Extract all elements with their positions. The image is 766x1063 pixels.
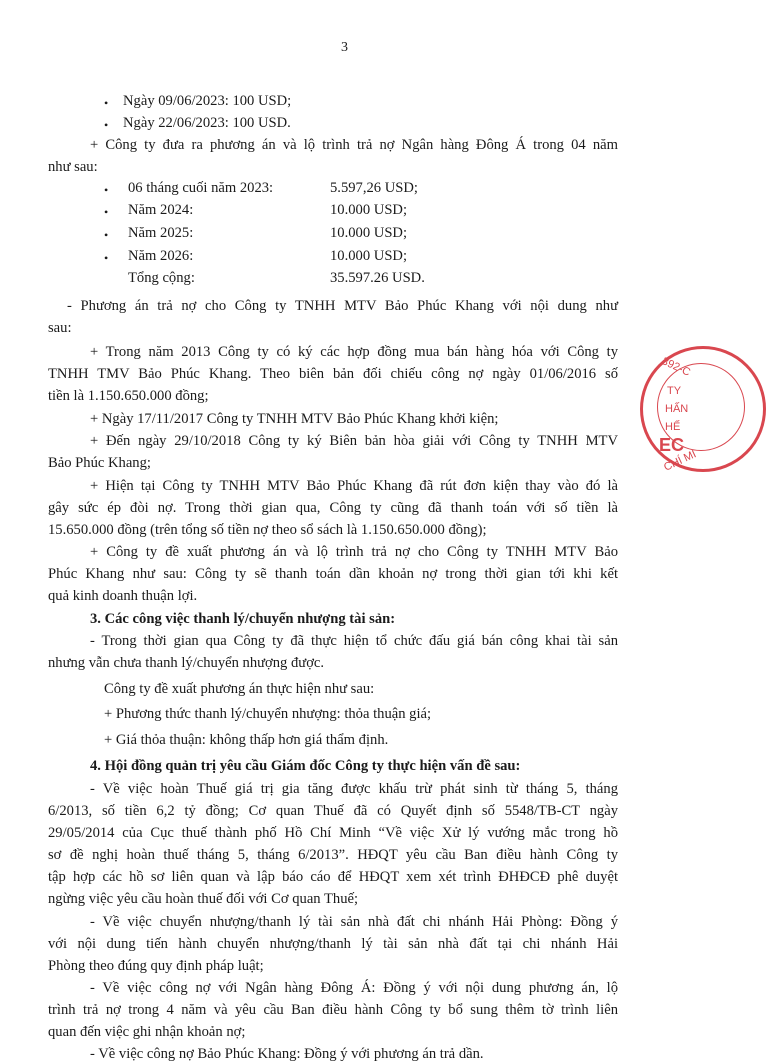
paragraph-line: 29/05/2014 của Cục thuế thành phố Hồ Chí Minh “Về việc Xử lý vướng mắc trong hồ bbox=[48, 825, 618, 841]
paragraph-line: Công ty đề xuất phương án thực hiện như sau: bbox=[104, 681, 375, 697]
bullet-icon: • bbox=[104, 96, 109, 110]
paragraph-line: Bảo Phúc Khang; bbox=[48, 455, 151, 471]
section-heading-3: 3. Các công việc thanh lý/chuyển nhượng tài sản: bbox=[90, 611, 396, 627]
paragraph-line: sơ đề nghị hoàn thuế tháng 5, tháng 6/2013”. HĐQT yêu cầu Ban điều hành Công ty bbox=[48, 847, 618, 863]
paragraph-line: sau: bbox=[48, 320, 72, 336]
paragraph-line: TNHH TMV Bảo Phúc Khang. Theo biên bản đối chiếu công nợ ngày 01/06/2016 số bbox=[48, 366, 618, 382]
paragraph-line: - Về việc chuyển nhượng/thanh lý tài sản nhà đất chi nhánh Hải Phòng: Đồng ý bbox=[90, 914, 618, 930]
paragraph-line: nhưng vẫn chưa thanh lý/chuyển nhượng được. bbox=[48, 655, 325, 671]
paragraph-line: quan đến việc ghi nhận khoản nợ; bbox=[48, 1024, 246, 1040]
bullet-icon: • bbox=[104, 118, 109, 132]
paragraph-line: Phòng theo đúng quy định pháp luật; bbox=[48, 958, 264, 974]
paragraph-line: + Đến ngày 29/10/2018 Công ty ký Biên bản hòa giải với Công ty TNHH MTV bbox=[90, 433, 618, 449]
bullet-icon: • bbox=[104, 228, 109, 242]
paragraph-line: - Phương án trả nợ cho Công ty TNHH MTV Bảo Phúc Khang với nội dung như bbox=[67, 298, 618, 314]
schedule-label: 06 tháng cuối năm 2023: bbox=[128, 180, 274, 196]
paragraph-line: + Hiện tại Công ty TNHH MTV Bảo Phúc Khang đã rút đơn kiện thay vào đó là bbox=[90, 478, 618, 494]
schedule-total-label: Tổng cộng: bbox=[128, 270, 195, 286]
paragraph-line: + Trong năm 2013 Công ty có ký các hợp đồng mua bán hàng hóa với Công ty bbox=[90, 344, 618, 360]
page-number: 3 bbox=[341, 40, 348, 55]
paragraph-line: tập hợp các hồ sơ liên quan và lập báo cáo để HĐQT xem xét trình ĐHĐCĐ phê duyệt bbox=[48, 869, 618, 885]
paragraph-line: Phúc Khang như sau: Công ty sẽ thanh toán dần khoản nợ trong thời gian tới khi kết bbox=[48, 566, 618, 582]
bullet-icon: • bbox=[104, 251, 109, 265]
schedule-value: 5.597,26 USD; bbox=[330, 180, 418, 196]
schedule-total-value: 35.597.26 USD. bbox=[330, 270, 425, 286]
paragraph-line: quả kinh doanh thuận lợi. bbox=[48, 588, 198, 604]
paragraph-line: + Phương thức thanh lý/chuyển nhượng: thỏa thuận giá; bbox=[104, 706, 432, 722]
paragraph-line: + Giá thỏa thuận: không thấp hơn giá thẩm định. bbox=[104, 732, 389, 748]
paragraph-line: trình trả nợ trong 4 năm và yêu cầu Ban điều hành Công ty bổ sung thêm tờ trình liên bbox=[48, 1002, 618, 1018]
schedule-label: Năm 2026: bbox=[128, 248, 194, 264]
paragraph-line: tiền là 1.150.650.000 đồng; bbox=[48, 388, 209, 404]
paragraph-line: 6/2013, số tiền 6,2 tỷ đồng; Cơ quan Thuế đã có Quyết định số 5548/TB-CT ngày bbox=[48, 803, 618, 819]
section-heading-4: 4. Hội đồng quản trị yêu cầu Giám đốc Công ty thực hiện vấn đề sau: bbox=[90, 758, 521, 774]
paragraph-line: - Về việc hoàn Thuế giá trị gia tăng được khấu trừ phát sinh từ tháng 5, tháng bbox=[90, 781, 618, 797]
schedule-value: 10.000 USD; bbox=[330, 202, 408, 218]
paragraph-line: - Trong thời gian qua Công ty đã thực hiện tổ chức đấu giá bán công khai tài sản bbox=[90, 633, 618, 649]
schedule-label: Năm 2024: bbox=[128, 202, 194, 218]
paragraph-line: - Về việc công nợ Bảo Phúc Khang: Đồng ý với phương án trả dần. bbox=[90, 1046, 484, 1062]
paragraph-line: như sau: bbox=[48, 159, 98, 175]
paragraph-line: ngừng việc yêu cầu hoàn thuế đối với Cơ quan Thuế; bbox=[48, 891, 359, 907]
paragraph-line: + Công ty đưa ra phương án và lộ trình trả nợ Ngân hàng Đông Á trong 04 năm bbox=[90, 137, 618, 153]
bullet-icon: • bbox=[104, 205, 109, 219]
paragraph-line: - Về việc công nợ với Ngân hàng Đông Á: Đồng ý với nội dung phương án, lộ bbox=[90, 980, 618, 996]
payment-date-line: Ngày 09/06/2023: 100 USD; bbox=[123, 93, 292, 109]
schedule-value: 10.000 USD; bbox=[330, 225, 408, 241]
schedule-value: 10.000 USD; bbox=[330, 248, 408, 264]
paragraph-line: + Ngày 17/11/2017 Công ty TNHH MTV Bảo Phúc Khang khởi kiện; bbox=[90, 411, 499, 427]
paragraph-line: 15.650.000 đồng (trên tổng số tiền nợ theo sổ sách là 1.150.650.000 đồng); bbox=[48, 522, 487, 538]
paragraph-line: gây sức ép đòi nợ. Trong thời gian qua, Công ty cũng đã thanh toán với số tiền là bbox=[48, 500, 618, 516]
paragraph-line: với nội dung tiến hành chuyển nhượng/thanh lý tài sản nhà đất tại chi nhánh Hải bbox=[48, 936, 618, 952]
paragraph-line: + Công ty đề xuất phương án và lộ trình trả nợ cho Công ty TNHH MTV Bảo bbox=[90, 544, 618, 560]
company-stamp: 392-C TY HẤN HẾ EC CHÍ MI bbox=[640, 346, 766, 472]
bullet-icon: • bbox=[104, 183, 109, 197]
schedule-label: Năm 2025: bbox=[128, 225, 194, 241]
payment-date-line: Ngày 22/06/2023: 100 USD. bbox=[123, 115, 291, 131]
